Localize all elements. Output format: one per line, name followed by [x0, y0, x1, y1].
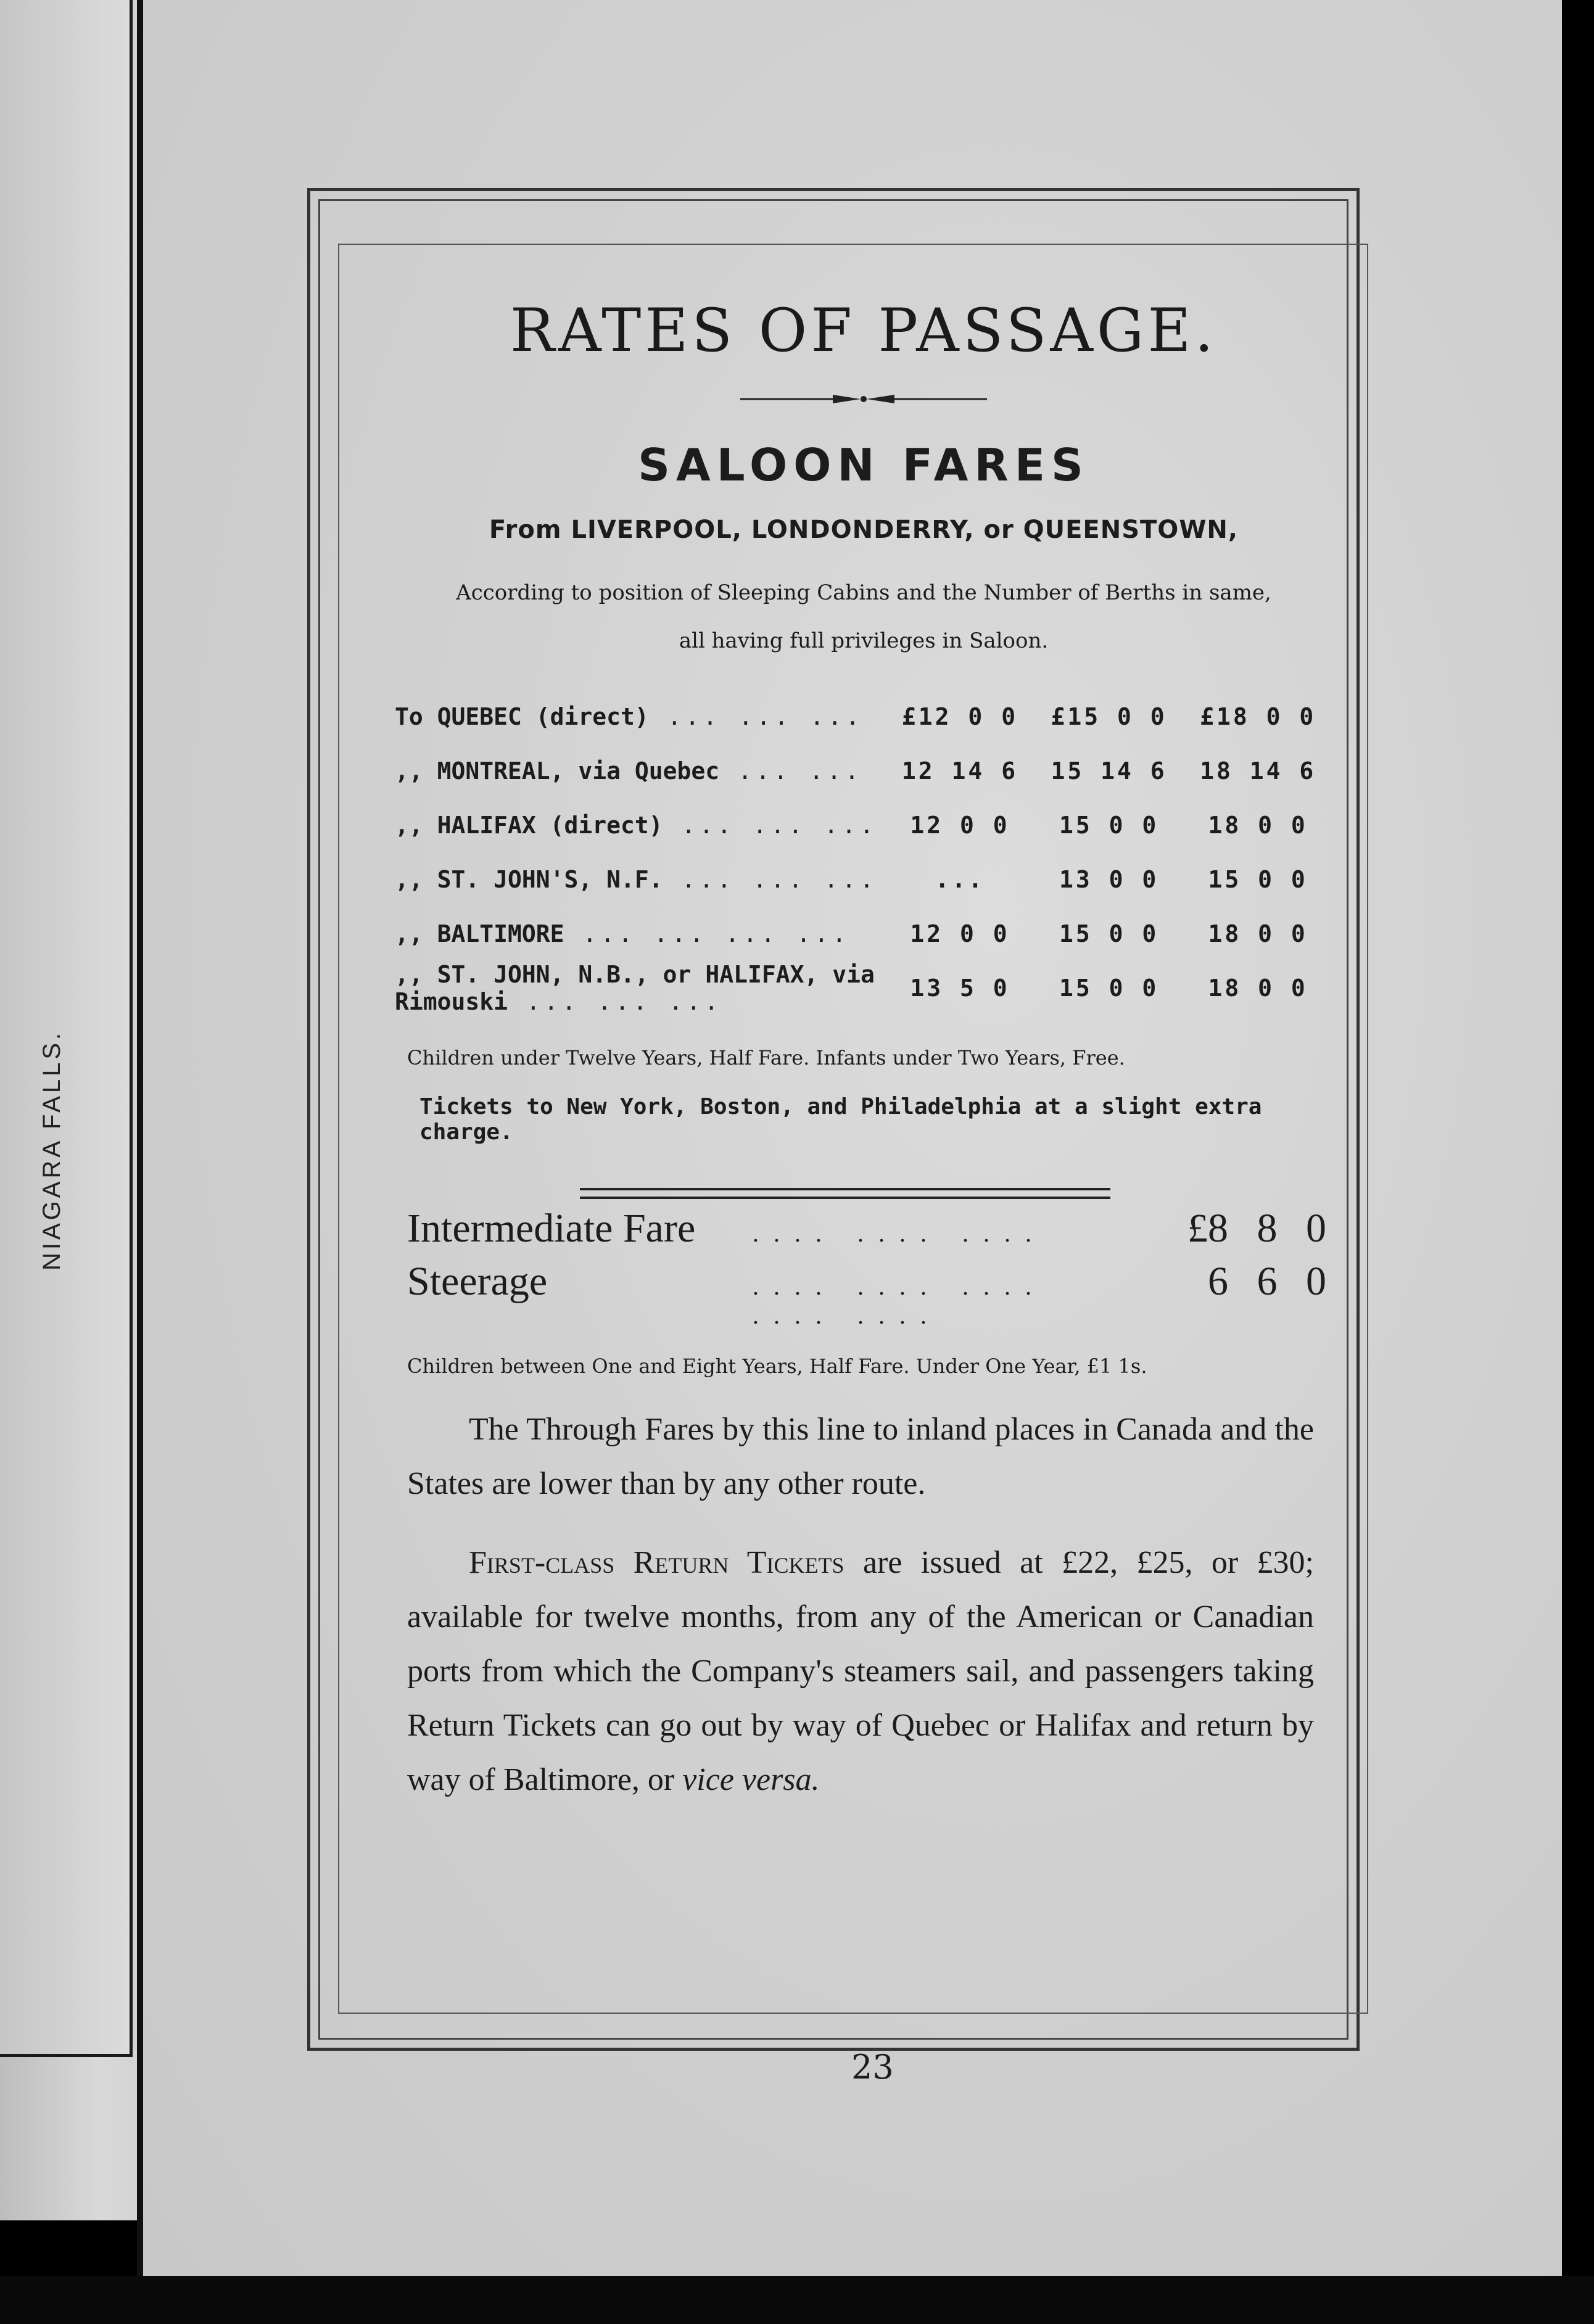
- dot-leader: .... .... ....: [753, 1219, 1046, 1247]
- dot-leader: ... ... ...: [681, 812, 878, 839]
- dot-leader: ... ... ...: [681, 866, 878, 893]
- price-1: 12 14 6: [901, 757, 1018, 785]
- price-2: £15 0 0: [1051, 703, 1167, 730]
- steerage-label: Steerage: [407, 1259, 548, 1304]
- double-rule: [580, 1188, 1110, 1199]
- price-3: 18 0 0: [1208, 975, 1308, 1002]
- dot-leader: ... ... ... ...: [582, 920, 850, 947]
- italic-text: vice versa.: [682, 1762, 820, 1797]
- children-age-note: Children between One and Eight Years, Half Fare. Under One Year, £1 1s.: [407, 1354, 1147, 1378]
- tickets-note: Tickets to New York, Boston, and Philadelphia at a slight extra charge.: [419, 1094, 1262, 1145]
- destination: ,, ST. JOHN, N.B., or HALIFAX, via Rimouski: [395, 961, 875, 1015]
- table-row: [395, 798, 1332, 852]
- destination: ,, ST. JOHN'S, N.F.: [395, 866, 663, 893]
- table-row: [395, 744, 1332, 798]
- content: [395, 271, 1332, 1807]
- price-1: 12 0 0: [910, 812, 1010, 839]
- price-3: 18 0 0: [1208, 920, 1308, 947]
- page-number: 23: [851, 2048, 894, 2087]
- intermediate-label: Intermediate Fare: [407, 1206, 696, 1251]
- paragraph-text: The Through Fares by this line to inland places in Canada and the States are lower than by any other route.: [407, 1412, 1314, 1501]
- small-caps-heading: First-class Return Tickets: [469, 1545, 844, 1580]
- price-3: 18 0 0: [1208, 812, 1308, 839]
- steerage-amount: 6 6 0: [1208, 1259, 1326, 1304]
- scan-border: [0, 2276, 1594, 2324]
- spine-label: NIAGARA FALLS.: [38, 1029, 65, 1271]
- through-fares-paragraph: [395, 1403, 1314, 1511]
- price-2: 15 0 0: [1059, 975, 1159, 1002]
- destination: ,, MONTREAL, via Quebec: [395, 757, 720, 785]
- table-row: [395, 852, 1332, 907]
- ornament-divider: [740, 390, 987, 408]
- intermediate-fare-row: [395, 1205, 1332, 1252]
- price-3: £18 0 0: [1200, 703, 1316, 730]
- price-2: 13 0 0: [1059, 866, 1159, 893]
- dot-leader: ... ... ...: [667, 703, 864, 730]
- return-tickets-paragraph: [395, 1536, 1314, 1807]
- destination: ,, HALIFAX (direct): [395, 812, 663, 839]
- price-1: ...: [935, 866, 985, 893]
- paragraph-text: are issued at £22, £25, or £30; available for twelve months, from any of the American or Canadian ports from which the Company's steamers sail, and passengers taking Return Tickets can go out by way of Quebec or Halifax and return by way of Baltimore, or: [407, 1545, 1314, 1797]
- price-2: 15 14 6: [1051, 757, 1167, 785]
- destination: To QUEBEC (direct): [395, 703, 649, 730]
- dot-leader: .... .... .... .... ....: [753, 1272, 1046, 1329]
- destination: ,, BALTIMORE: [395, 920, 564, 947]
- section-heading: SALOON FARES: [638, 439, 1089, 491]
- cover-edge: [0, 0, 133, 2057]
- price-3: 15 0 0: [1208, 866, 1308, 893]
- according-line-1: According to position of Sleeping Cabins and the Number of Berths in same,: [456, 580, 1271, 605]
- dot-leader: ... ...: [738, 757, 863, 785]
- from-line: From LIVERPOOL, LONDONDERRY, or QUEENSTOWN,: [489, 516, 1239, 544]
- fares-table: [395, 690, 1332, 1015]
- children-note: Children under Twelve Years, Half Fare. Infants under Two Years, Free.: [407, 1046, 1125, 1069]
- table-row: [395, 690, 1332, 744]
- price-1: 13 5 0: [910, 975, 1010, 1002]
- according-line-2: all having full privileges in Saloon.: [679, 628, 1049, 653]
- price-2: 15 0 0: [1059, 920, 1159, 947]
- price-1: 12 0 0: [910, 920, 1010, 947]
- table-row: [395, 961, 1332, 1015]
- page-title: RATES OF PASSAGE.: [510, 296, 1218, 365]
- price-3: 18 14 6: [1200, 757, 1316, 785]
- according-text: [395, 569, 1332, 665]
- price-2: 15 0 0: [1059, 812, 1159, 839]
- intermediate-amount: £8 8 0: [1187, 1206, 1326, 1251]
- dot-leader: ... ... ...: [526, 988, 722, 1015]
- price-1: £12 0 0: [901, 703, 1018, 730]
- table-row: [395, 907, 1332, 961]
- steerage-fare-row: [395, 1258, 1332, 1330]
